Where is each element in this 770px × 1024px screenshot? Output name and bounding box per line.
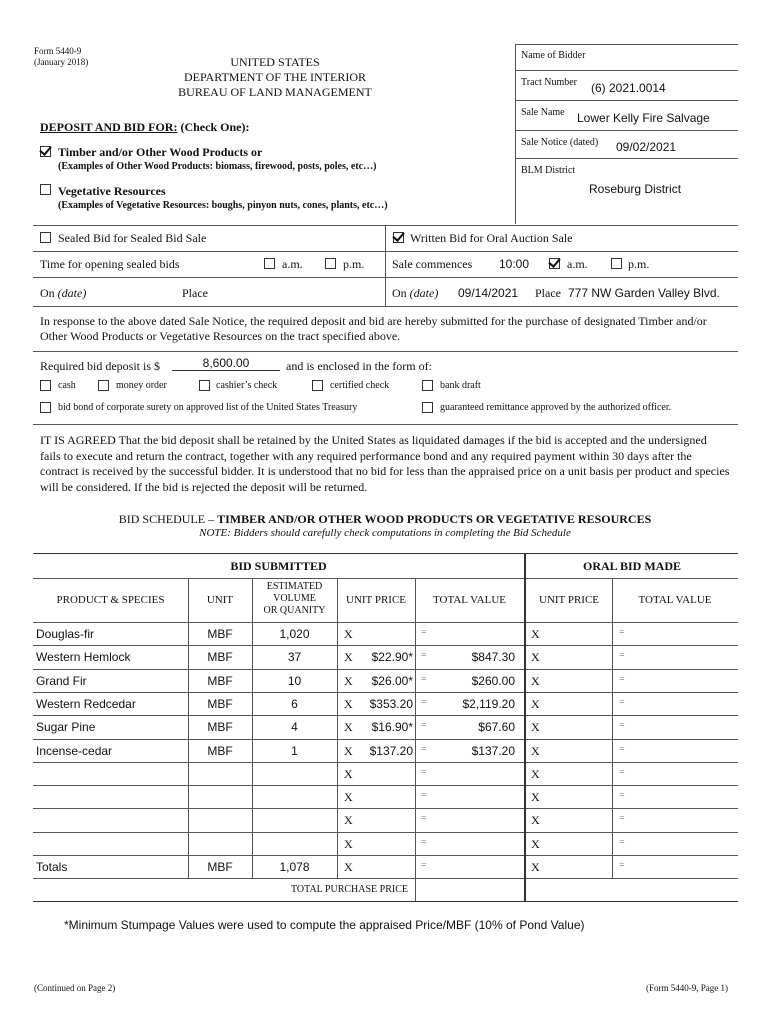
timber-option-label: Timber and/or Other Wood Products or <box>58 145 263 159</box>
sale-notice-value[interactable]: 09/02/2021 <box>616 140 677 154</box>
cashiers-check-label: cashier’s check <box>216 380 278 391</box>
row-product: Sugar Pine <box>36 720 96 734</box>
row-oral-equals-sign: = <box>619 790 625 801</box>
row-unit-price[interactable]: $22.90* <box>371 650 413 664</box>
row-oral-times-sign: X <box>531 720 540 734</box>
row-times-sign: X <box>344 767 353 781</box>
sealed-place-label: Place <box>182 286 208 300</box>
row-equals-sign: = <box>421 813 427 824</box>
oral-bid-made-header: ORAL BID MADE <box>582 559 681 573</box>
bidder-name-label: Name of Bidder <box>521 50 586 61</box>
row-volume[interactable]: 10 <box>287 674 302 688</box>
row-product: Grand Fir <box>36 674 87 688</box>
row-oral-times-sign: X <box>531 650 540 664</box>
col-oral-total-value-header: TOTAL VALUE <box>638 594 712 606</box>
money-order-checkbox[interactable] <box>98 380 109 391</box>
blm-district-label: BLM District <box>521 165 576 176</box>
row-oral-equals-sign: = <box>619 627 625 638</box>
sealed-am-checkbox[interactable] <box>264 258 275 269</box>
timber-examples: (Examples of Other Wood Products: biomass, firewood, posts, poles, etc…) <box>58 161 377 172</box>
row-unit-price[interactable]: $137.20 <box>369 744 413 758</box>
timber-checkbox[interactable] <box>40 146 51 157</box>
money-order-label: money order <box>116 380 167 391</box>
row-oral-times-sign: X <box>531 674 540 688</box>
tract-number-label: Tract Number <box>521 77 578 88</box>
certified-check-checkbox[interactable] <box>312 380 323 391</box>
row-product: Totals <box>36 860 68 874</box>
page-label: (Form 5440-9, Page 1) <box>646 983 728 993</box>
row-unit[interactable]: MBF <box>207 627 233 641</box>
deposit-heading: DEPOSIT AND BID FOR: (Check One): <box>40 120 250 134</box>
row-product: Douglas-fir <box>36 627 95 641</box>
vegetative-examples: (Examples of Vegetative Resources: boughs, pinyon nuts, cones, plants, etc…) <box>58 200 388 211</box>
cash-checkbox[interactable] <box>40 380 51 391</box>
row-oral-equals-sign: = <box>619 720 625 731</box>
col-product-header: PRODUCT & SPECIES <box>56 594 165 606</box>
required-deposit-label: Required bid deposit is $ <box>40 359 160 373</box>
vegetative-checkbox[interactable] <box>40 184 51 195</box>
row-oral-equals-sign: = <box>619 837 625 848</box>
row-total-value[interactable]: $137.20 <box>471 744 515 758</box>
row-unit[interactable]: MBF <box>207 860 233 874</box>
schedule-title: BID SCHEDULE – TIMBER AND/OR OTHER WOOD PRODUCTS OR VEGETATIVE RESOURCES <box>118 512 652 526</box>
row-oral-equals-sign: = <box>619 697 625 708</box>
enclosed-label: and is enclosed in the form of: <box>286 359 432 373</box>
certified-check-label: certified check <box>330 380 390 391</box>
sale-name-label: Sale Name <box>521 107 565 118</box>
form-number: Form 5440-9 <box>34 46 82 56</box>
oral-date-value[interactable]: 09/14/2021 <box>458 286 519 300</box>
row-times-sign: X <box>344 813 353 827</box>
sealed-am-label: a.m. <box>282 257 303 271</box>
row-volume[interactable]: 6 <box>291 697 298 711</box>
row-times-sign: X <box>344 744 353 758</box>
row-times-sign: X <box>344 720 353 734</box>
blm-district-value[interactable]: Roseburg District <box>589 182 682 196</box>
row-equals-sign: = <box>421 627 427 638</box>
row-product: Western Hemlock <box>36 650 131 664</box>
submission-statement: In response to the above dated Sale Notice, the required deposit and bid are hereby submitted for the purchase of designated Timber and/or Other Wood Products or Vegetative Resources on the tract specified above. <box>40 314 707 343</box>
footnote: *Minimum Stumpage Values were used to compute the appraised Price/MBF (10% of Pond Value) <box>64 918 585 932</box>
row-unit[interactable]: MBF <box>207 674 233 688</box>
bid-bond-checkbox[interactable] <box>40 402 51 413</box>
col-unit-price-header: UNIT PRICE <box>346 594 406 606</box>
row-unit-price[interactable]: $26.00* <box>371 674 413 688</box>
tract-number-value[interactable]: (6) 2021.0014 <box>591 81 666 95</box>
row-equals-sign: = <box>421 744 427 755</box>
row-equals-sign: = <box>421 790 427 801</box>
commence-pm-checkbox[interactable] <box>611 258 622 269</box>
row-oral-times-sign: X <box>531 837 540 851</box>
row-oral-times-sign: X <box>531 860 540 874</box>
row-times-sign: X <box>344 697 353 711</box>
row-oral-times-sign: X <box>531 744 540 758</box>
row-unit[interactable]: MBF <box>207 650 233 664</box>
row-product: Incense-cedar <box>36 744 113 758</box>
row-times-sign: X <box>344 790 353 804</box>
row-oral-equals-sign: = <box>619 744 625 755</box>
row-volume[interactable]: 1,020 <box>279 627 310 641</box>
row-oral-times-sign: X <box>531 790 540 804</box>
sealed-bid-label: Sealed Bid for Sealed Bid Sale <box>58 231 207 245</box>
row-oral-times-sign: X <box>531 813 540 827</box>
row-oral-equals-sign: = <box>619 860 625 871</box>
bank-draft-checkbox[interactable] <box>422 380 433 391</box>
col-unit-header: UNIT <box>206 594 234 606</box>
row-equals-sign: = <box>421 860 427 871</box>
time-opening-label: Time for opening sealed bids <box>40 257 180 271</box>
oral-date-label: On (date) <box>392 286 439 300</box>
sale-notice-label: Sale Notice (dated) <box>521 137 599 148</box>
agency-line-3: BUREAU OF LAND MANAGEMENT <box>178 85 372 99</box>
agency-line-1: UNITED STATES <box>230 55 320 69</box>
sealed-pm-label: p.m. <box>343 257 365 271</box>
row-volume[interactable]: 37 <box>287 650 302 664</box>
row-unit-price[interactable]: $16.90* <box>371 720 413 734</box>
cash-label: cash <box>58 380 76 391</box>
col-oral-unit-price-header: UNIT PRICE <box>539 594 599 606</box>
row-product: Western Redcedar <box>36 697 136 711</box>
oral-place-label: Place <box>535 286 561 300</box>
commence-am-label: a.m. <box>567 257 588 271</box>
sale-commences-label: Sale commences <box>392 257 473 271</box>
row-oral-times-sign: X <box>531 697 540 711</box>
row-equals-sign: = <box>421 697 427 708</box>
row-equals-sign: = <box>421 720 427 731</box>
row-total-value[interactable]: $847.30 <box>471 650 515 664</box>
row-equals-sign: = <box>421 650 427 661</box>
sealed-pm-checkbox[interactable] <box>325 258 336 269</box>
row-equals-sign: = <box>421 674 427 685</box>
bank-draft-label: bank draft <box>440 380 481 391</box>
total-purchase-price-label: TOTAL PURCHASE PRICE <box>291 884 408 895</box>
form-date: (January 2018) <box>34 57 89 67</box>
row-oral-equals-sign: = <box>619 767 625 778</box>
row-oral-equals-sign: = <box>619 674 625 685</box>
row-times-sign: X <box>344 860 353 874</box>
commence-pm-label: p.m. <box>628 257 650 271</box>
cashiers-check-checkbox[interactable] <box>199 380 210 391</box>
row-oral-times-sign: X <box>531 627 540 641</box>
sealed-date-label: On (date) <box>40 286 87 300</box>
row-equals-sign: = <box>421 837 427 848</box>
row-volume[interactable]: 4 <box>291 720 298 734</box>
col-total-value-header: TOTAL VALUE <box>433 594 506 606</box>
row-oral-equals-sign: = <box>619 650 625 661</box>
form-number-block <box>34 46 88 68</box>
oral-auction-label: Written Bid for Oral Auction Sale <box>410 231 573 245</box>
row-volume[interactable]: 1 <box>291 744 298 758</box>
row-total-value[interactable]: $67.60 <box>478 720 515 734</box>
row-oral-times-sign: X <box>531 767 540 781</box>
row-times-sign: X <box>344 650 353 664</box>
row-times-sign: X <box>344 674 353 688</box>
sealed-bid-checkbox[interactable] <box>40 232 51 243</box>
commence-am-checkbox[interactable] <box>549 258 560 269</box>
required-deposit-value[interactable]: 8,600.00 <box>172 356 280 371</box>
row-oral-equals-sign: = <box>619 813 625 824</box>
row-unit[interactable]: MBF <box>207 720 233 734</box>
guaranteed-remittance-checkbox[interactable] <box>422 402 433 413</box>
sale-commences-value[interactable]: 10:00 <box>499 257 530 271</box>
row-total-value[interactable]: $2,119.20 <box>462 697 515 711</box>
row-times-sign: X <box>344 837 353 851</box>
schedule-note: NOTE: Bidders should carefully check computations in completing the Bid Schedule <box>199 527 571 539</box>
row-unit[interactable]: MBF <box>207 744 233 758</box>
guaranteed-remittance-label: guaranteed remittance approved by the authorized officer. <box>440 402 672 413</box>
continued-label: (Continued on Page 2) <box>34 983 116 993</box>
bid-bond-label: bid bond of corporate surety on approved list of the United States Treasury <box>58 402 358 413</box>
row-volume[interactable]: 1,078 <box>279 860 310 874</box>
row-equals-sign: = <box>421 767 427 778</box>
row-total-value[interactable]: $260.00 <box>471 674 515 688</box>
agency-line-2: DEPARTMENT OF THE INTERIOR <box>183 70 367 84</box>
row-unit-price[interactable]: $353.20 <box>369 697 413 711</box>
vegetative-option-label: Vegetative Resources <box>58 184 166 198</box>
agreement-text: IT IS AGREED That the bid deposit shall be retained by the United States as liquidated damages if the bid is accepted and the undersigned fails to execute and return the contract, together with any required performance bond and any required payment within 30 days after the contract is received by the successful bidder. It is understood that no bid for less than the appraised price on a unit basis per product and species will be considered. If the bid is rejected the deposit will be returned. <box>40 433 730 494</box>
bid-submitted-header: BID SUBMITTED <box>230 559 327 573</box>
oral-auction-checkbox[interactable] <box>393 232 404 243</box>
agency-title <box>140 55 410 100</box>
sale-name-value[interactable]: Lower Kelly Fire Salvage <box>577 111 710 125</box>
oral-place-value[interactable]: 777 NW Garden Valley Blvd. <box>568 286 720 300</box>
row-times-sign: X <box>344 627 353 641</box>
col-volume-header: ESTIMATED VOLUME OR QUANITY <box>263 581 326 616</box>
row-unit[interactable]: MBF <box>207 697 233 711</box>
